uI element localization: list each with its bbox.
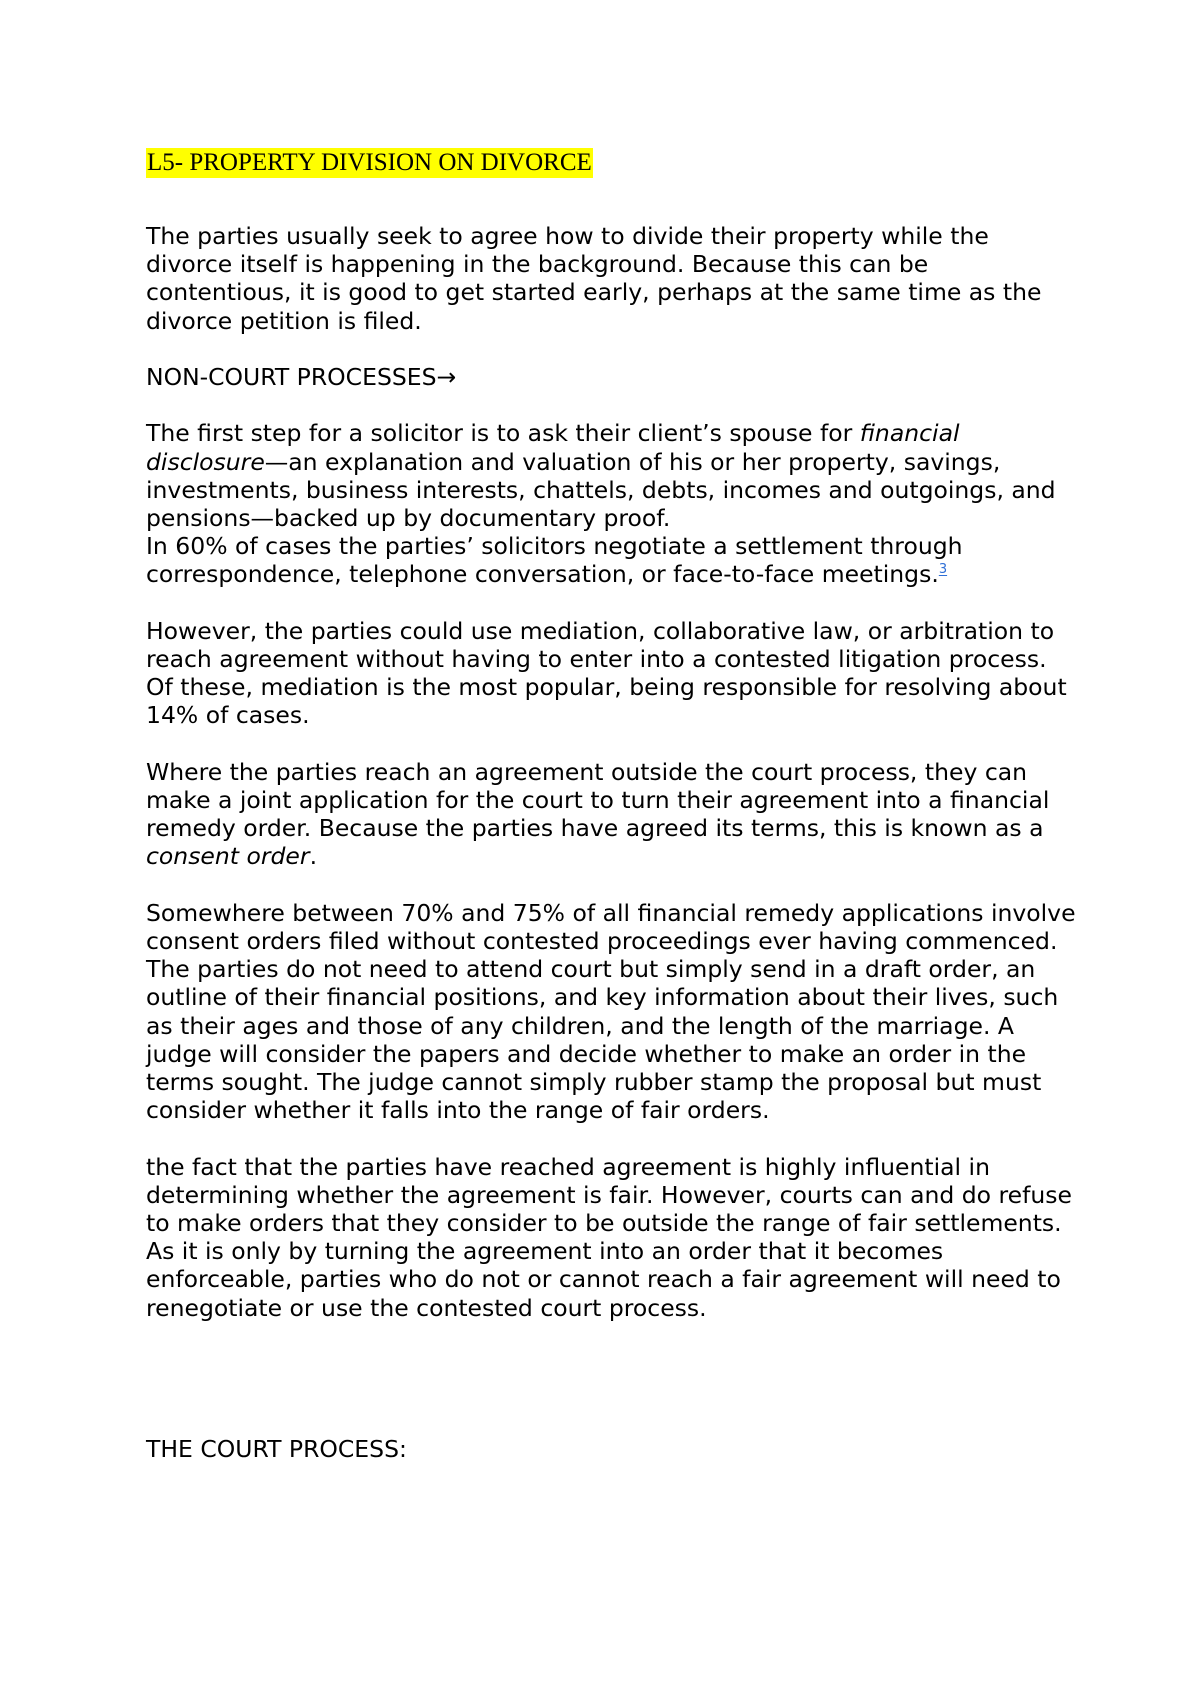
mediation-paragraph: However, the parties could use mediation, collaborative law, or arbitration to reach agreement without having to enter into a contested litigation process. Of these, mediation is the most popular, being responsible for resolving about 14% of cases.	[146, 616, 1067, 730]
intro-paragraph: The parties usually seek to agree how to divide their property while the divorce itself is happening in the background. Because this can be contentious, it is good to get started early, perhaps at the same time as the divorce petition is filed.	[146, 222, 1042, 335]
disclosure-paragraph	[146, 419, 1076, 532]
consent-text-before: Where the parties reach an agreement outside the court process, they can make a joint application for the court to turn their agreement into a financial remedy order. Because the parties have agreed its terms, this is known as a	[146, 757, 1050, 843]
section-heading-court: THE COURT PROCESS:	[146, 1434, 407, 1463]
disclosure-text-after: —an explanation and valuation of his or her property, savings, investments, business interests, chattels, debts, incomes and outgoings, and pensions—backed up by documentary proof.	[146, 447, 1056, 532]
consent-term: consent order	[146, 842, 310, 871]
disclosure-term: financial disclosure	[146, 419, 960, 476]
negotiate-paragraph	[146, 532, 1076, 588]
negotiate-text: In 60% of cases the parties’ solicitors negotiate a settlement through correspondence, telephone conversation, or face-to-face meetings.	[146, 532, 963, 589]
blank-space	[146, 1322, 1076, 1435]
applications-paragraph: Somewhere between 70% and 75% of all financial remedy applications involve consent orders filed without contested proceedings ever having commenced. The parties do not need to attend court but simply send in a draft order, an outline of their financial positions, and key information about their lives, such as their ages and those of any children, and the length of the marriage. A judge will consider the papers and decide whether to make an order in the terms sought. The judge cannot simply rubber stamp the proposal but must consider whether it falls into the range of fair orders.	[146, 898, 1076, 1125]
section-heading-non-court: NON-COURT PROCESSES→	[146, 363, 457, 391]
disclosure-text-before: The first step for a solicitor is to ask their client’s spouse for	[146, 419, 860, 448]
consent-text-after: .	[309, 842, 318, 871]
document-page	[146, 148, 1076, 1491]
footnote-link[interactable]: 3	[938, 562, 948, 578]
influence-paragraph: the fact that the parties have reached agreement is highly influential in determining whether the agreement is fair. However, courts can and do refuse to make orders that they consider to be outside the range of fair settlements. As it is only by turning the agreement into an order that it becomes enforceable, parties who do not or cannot reach a fair agreement will need to renegotiate or use the contested court process.	[146, 1152, 1073, 1322]
consent-paragraph	[146, 758, 1076, 871]
document-title: L5- PROPERTY DIVISION ON DIVORCE	[147, 149, 592, 176]
